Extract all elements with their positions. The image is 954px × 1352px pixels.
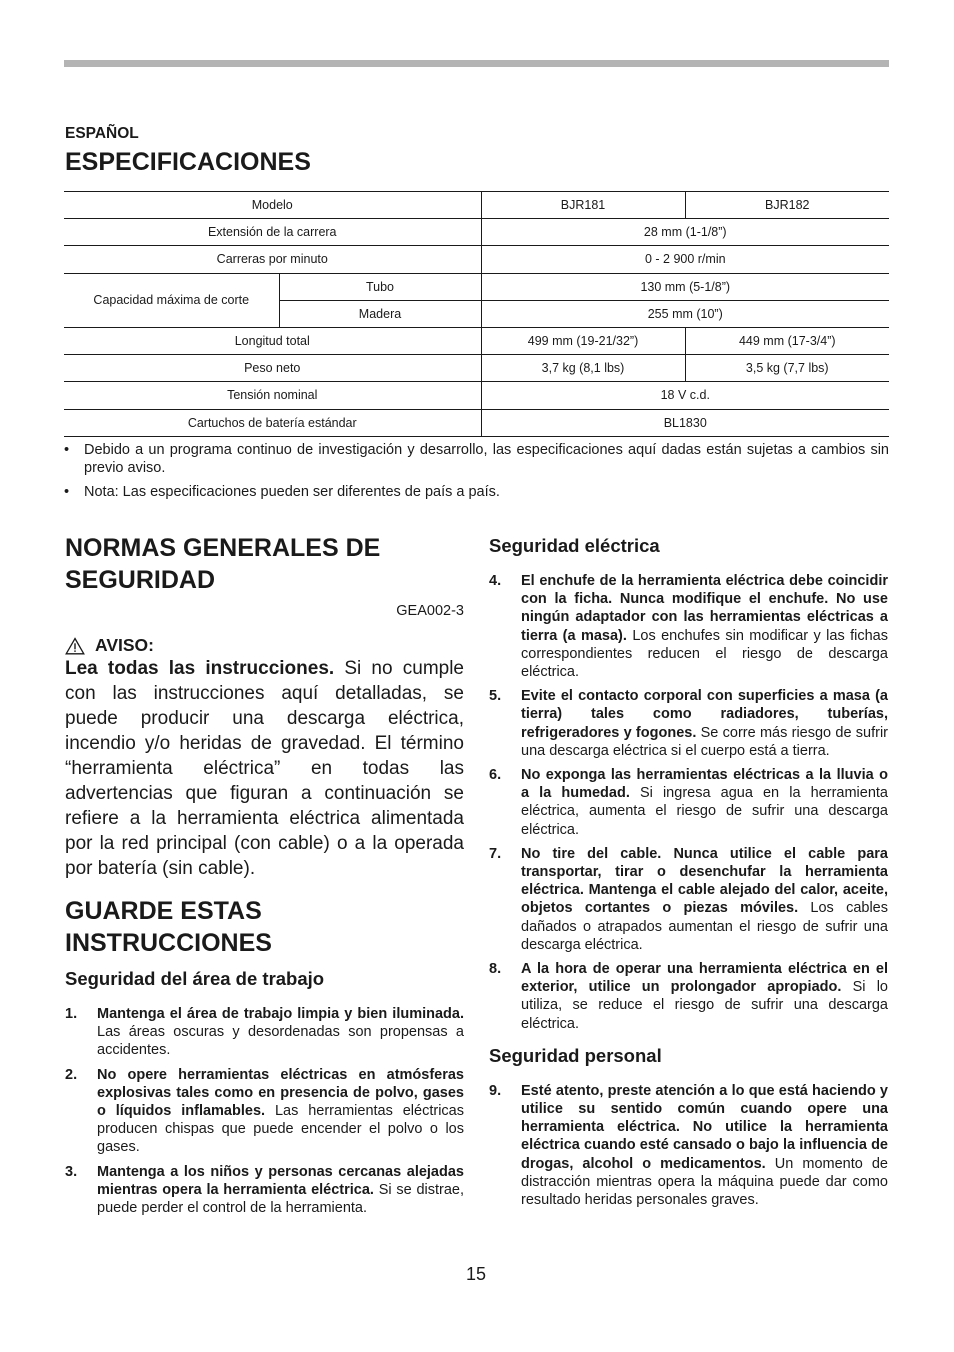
item-bold: No exponga las herramientas eléctricas a la lluvia o a la humedad. — [521, 767, 888, 802]
list-item — [489, 572, 888, 681]
save-title-line: GUARDE ESTAS — [65, 897, 262, 925]
table-cell-value: 130 mm (5-1/8”) — [481, 273, 889, 300]
table-cell-label: Cartuchos de batería estándar — [64, 409, 481, 436]
table-row — [64, 355, 889, 382]
page-number: 15 — [465, 1264, 487, 1284]
table-cell-value: 255 mm (10”) — [481, 300, 889, 327]
table-row — [64, 409, 889, 436]
list-item — [64, 441, 889, 477]
item-bold: Esté atento, preste atención a lo que está haciendo y utilice su sentido común cuando opere una herramienta eléctrica. No utilice la herramienta eléctrica cuando esté cansado o bajo la influencia de drogas, alcohol o medicamentos. — [521, 1082, 888, 1172]
specifications-title: ESPECIFICACIONES — [65, 148, 311, 176]
table-cell-label: Tensión nominal — [64, 382, 481, 409]
work-area-list — [65, 1005, 464, 1217]
item-bold: No opere herramientas eléctricas en atmósferas explosivas tales como en presencia de polvo, gases o líquidos inflamables. — [97, 1066, 464, 1120]
item-number: 1. — [65, 1006, 78, 1022]
item-bold: Mantenga a los niños y personas cercanas alejadas mientras opera la herramienta eléctrica. — [97, 1163, 464, 1198]
table-row — [64, 273, 889, 300]
personal-list — [489, 1082, 888, 1209]
item-number: 8. — [489, 961, 502, 978]
table-cell-value: 449 mm (17-3/4”) — [685, 327, 889, 354]
table-row — [64, 327, 889, 354]
list-item — [65, 1163, 464, 1218]
bullet-icon: • — [64, 442, 70, 458]
right-column — [489, 535, 888, 1209]
item-number: 4. — [489, 573, 502, 589]
list-item — [65, 1066, 464, 1157]
table-cell-model: BJR182 — [685, 192, 889, 219]
item-text: Los cables dañados o atrapados aumentan el riesgo de sufrir una descarga eléctrica. — [521, 900, 888, 953]
item-number: 7. — [489, 845, 502, 862]
table-cell-label: Extensión de la carrera — [64, 219, 481, 246]
item-body — [521, 687, 888, 760]
document-code: GEA002-3 — [396, 603, 464, 619]
safety-title — [65, 532, 464, 596]
list-item — [489, 1082, 888, 1209]
list-item — [489, 960, 888, 1033]
table-cell-label: Modelo — [64, 192, 481, 219]
item-number: 2. — [65, 1066, 78, 1083]
table-cell-model: BJR181 — [481, 192, 685, 219]
electrical-list — [489, 572, 888, 1033]
electrical-title: Seguridad eléctrica — [489, 535, 660, 556]
table-cell-value: 3,7 kg (8,1 lbs) — [481, 355, 685, 382]
item-body — [521, 960, 888, 1033]
item-text: Si lo utiliza, se reduce el riesgo de sufrir una descarga eléctrica. — [521, 979, 888, 1032]
item-text: Un momento de distracción mientras opera la máquina puede dar como resultado heridas personales graves. — [521, 1155, 888, 1209]
item-number: 6. — [489, 767, 502, 784]
item-body — [521, 766, 888, 839]
item-text: Los enchufes sin modificar y las fichas correspondientes reducen el riesgo de descarga eléctrica. — [521, 627, 888, 681]
table-row — [64, 382, 889, 409]
table-row — [64, 192, 889, 219]
table-cell-label: Peso neto — [64, 355, 481, 382]
item-bold: No tire del cable. Nunca utilice el cable para transportar, tirar o desenchufar la herramienta eléctrica. Mantenga el cable alejado del calor, aceite, objetos cortantes o piezas móviles. — [521, 845, 888, 917]
table-cell-value: 0 - 2 900 r/min — [481, 246, 889, 273]
safety-title-line: SEGURIDAD — [65, 566, 216, 594]
table-cell-sublabel: Madera — [279, 300, 481, 327]
item-bold: A la hora de operar una herramienta eléctrica en el exterior, utilice un prolongador apropiado. — [521, 961, 888, 996]
list-item — [489, 687, 888, 760]
note-text: Nota: Las especificaciones pueden ser diferentes de país a país. — [84, 484, 500, 500]
warning-triangle-icon — [65, 637, 85, 655]
table-row — [64, 246, 889, 273]
item-text: Se corre más riesgo de sufrir una descarga eléctrica si el cuerpo está a tierra. — [521, 724, 889, 759]
left-column — [65, 532, 464, 1217]
list-item — [489, 766, 888, 839]
item-body — [521, 845, 888, 954]
table-cell-value: 499 mm (19-21/32”) — [481, 327, 685, 354]
item-text: Si se distrae, puede perder el control de la herramienta. — [97, 1181, 464, 1217]
item-body — [97, 1066, 464, 1157]
note-text: Debido a un programa continuo de investigación y desarrollo, las especificaciones aquí dadas están sujetas a cambios sin previo aviso. — [84, 442, 889, 476]
table-cell-value: 18 V c.d. — [481, 382, 889, 409]
item-body — [97, 1005, 464, 1060]
table-cell-sublabel: Tubo — [279, 273, 481, 300]
table-cell-value: 3,5 kg (7,7 lbs) — [685, 355, 889, 382]
item-body — [521, 572, 888, 681]
save-title-line: INSTRUCCIONES — [65, 929, 272, 957]
personal-title: Seguridad personal — [489, 1044, 662, 1066]
safety-title-line: NORMAS GENERALES DE — [65, 534, 381, 562]
intro-bold: Lea todas las instrucciones. — [65, 658, 335, 679]
list-item — [489, 845, 888, 954]
item-number: 5. — [489, 688, 502, 705]
table-row — [64, 219, 889, 246]
table-cell-label: Carreras por minuto — [64, 246, 481, 273]
item-body — [521, 1082, 888, 1209]
table-cell-label: Longitud total — [64, 327, 481, 354]
specifications-table — [64, 191, 889, 437]
table-cell-value: BL1830 — [481, 409, 889, 436]
save-instructions-title — [65, 895, 464, 959]
item-bold: Mantenga el área de trabajo limpia y bien iluminada. — [97, 1006, 464, 1022]
item-text: Si ingresa agua en la herramienta eléctrica, aumenta el riesgo de sufrir una descarga eléctrica. — [521, 785, 888, 838]
intro-paragraph — [65, 656, 464, 881]
item-text: Las herramientas eléctricas producen chispas que puede encender el polvo o los gases. — [97, 1103, 464, 1156]
item-text: Las áreas oscuras y desordenadas son propensas a accidentes. — [97, 1024, 464, 1059]
intro-text: Si no cumple con las instrucciones aquí detalladas, se puede producir una descarga eléctrica, incendio y/o heridas de gravedad. El término “herramienta eléctrica” en todas las advertencias que figuran a continuación se refiere a la herramienta eléctrica alimentada por la red principal (con cable) o a la operada por batería (sin cable). — [65, 658, 464, 879]
warning-heading — [65, 635, 464, 656]
specification-notes — [64, 441, 889, 507]
language-label: ESPAÑOL — [65, 125, 139, 142]
item-number: 3. — [65, 1163, 78, 1180]
item-bold: El enchufe de la herramienta eléctrica debe coincidir con la ficha. Nunca modifique el enchufe. No use ningún adaptador con las herramientas eléctricas a tierra (a masa). — [521, 573, 888, 644]
item-number: 9. — [489, 1082, 502, 1099]
list-item — [65, 1005, 464, 1060]
bullet-icon: • — [64, 484, 70, 500]
table-cell-label: Capacidad máxima de corte — [64, 273, 279, 327]
item-body — [97, 1163, 464, 1218]
list-item — [64, 483, 889, 501]
warning-label: AVISO: — [95, 635, 154, 655]
work-area-title: Seguridad del área de trabajo — [65, 968, 325, 989]
header-rule — [64, 60, 889, 67]
item-bold: Evite el contacto corporal con superficies a masa (a tierra) tales como radiadores, tuberías, refrigeradores y fogones. — [521, 688, 888, 741]
table-cell-value: 28 mm (1-1/8”) — [481, 219, 889, 246]
